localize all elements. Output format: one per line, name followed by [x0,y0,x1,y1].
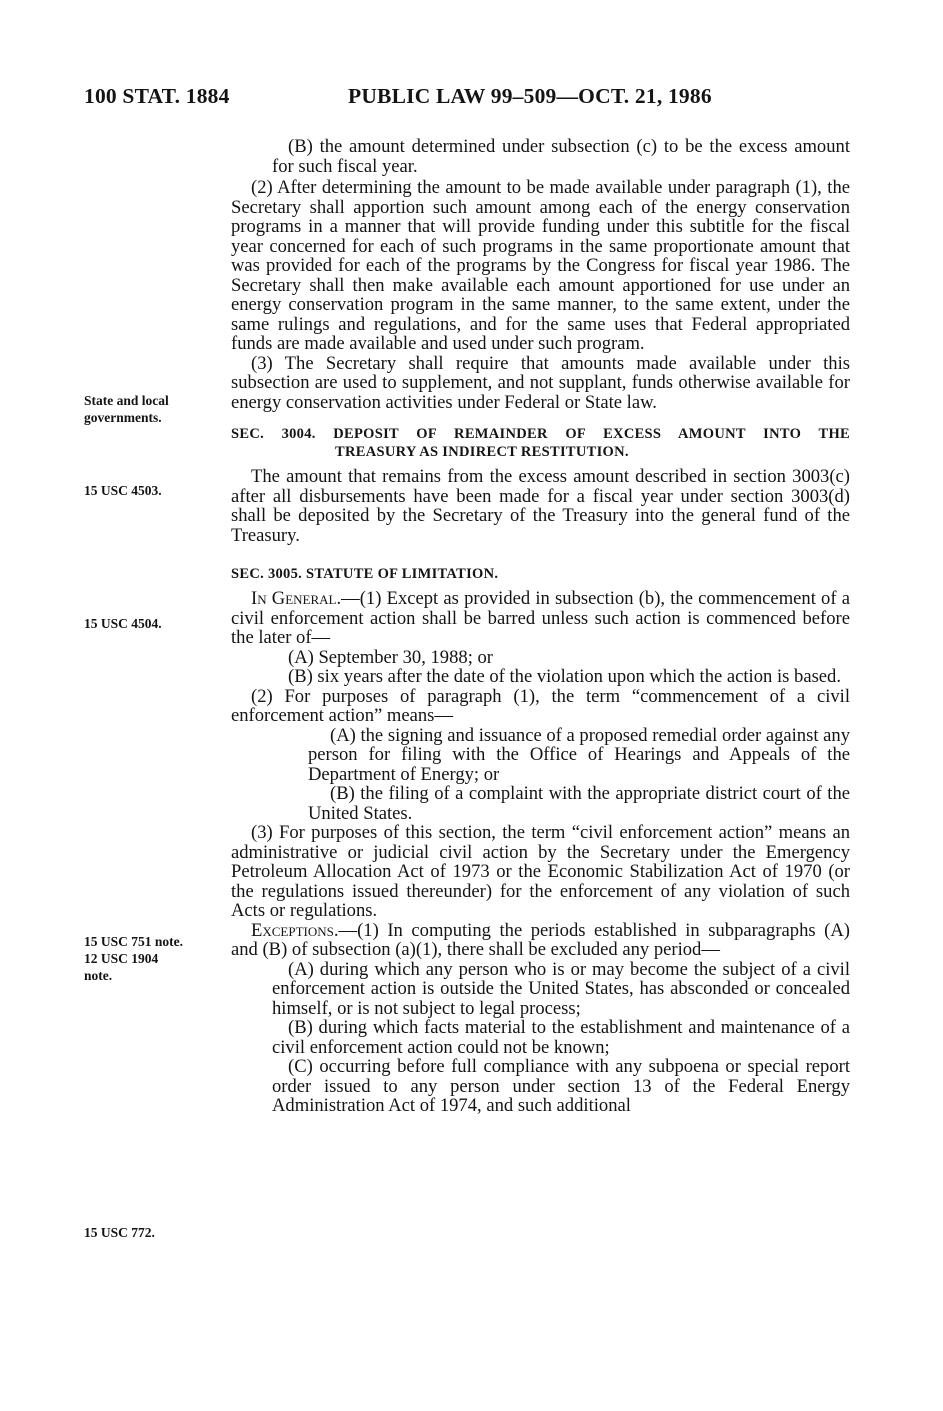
section-3004-heading-line1: SEC. 3004. DEPOSIT OF REMAINDER OF EXCESS AMOUNT INTO THE [231,426,850,442]
subsection-a [231,589,850,648]
section-3004-text: The amount that remains from the excess amount described in section 3003(c) after all disbursements have been made for a fiscal year under section 3003(d) shall be deposited by the Secretary of the Treasury into the general fund of the Treasury. [231,466,850,546]
subsection-b-A: (A) during which any person who is or may become the subject of a civil enforcement action is outside the United States, has absconded or concealed himself, or is not subject to legal process; [272,958,850,1019]
paragraph-2: (2) After determining the amount to be made available under paragraph (1), the Secretary shall apportion such amount among each of the energy conservation programs in a manner that will provide funding under this subtitle for the fiscal year concerned for each of such programs in the same proportionate amount that was provided for each of the programs by the Congress for fiscal year 1986. The Secretary shall then make available each amount apportioned for use under an energy conservation program in the same manner, to the same extent, under the same rulings and regulations, and for the same uses that Federal appropriated funds are made available and used under such program. [231,177,850,354]
subsection-b-text: .—(1) In computing the periods established in subparagraphs (A) and (B) of subsection (a)(1), there shall be excluded any period— [231,919,850,960]
margin-note-usc-1904: 12 USC 1904 note. [84,951,159,983]
subsection-a-3: (3) For purposes of this section, the term “civil enforcement action” means an administrative or judicial civil action by the Secretary under the Emergency Petroleum Allocation Act of 1973 or the Economic Stabilization Act of 1970 (or the regulations issued thereunder) for the enforcement of any violation of such Acts or regulations. [231,822,850,921]
section-3005-heading: SEC. 3005. STATUTE OF LIMITATION. [231,566,499,582]
subsection-a-B: (B) six years after the date of the violation upon which the action is based. [288,666,842,687]
subsection-b-label: Exceptions [251,919,334,941]
subsection-a-A: (A) September 30, 1988; or [288,646,494,668]
subsection-a-label: In General [251,588,337,609]
paragraph-1B: (B) the amount determined under subsection (c) to be the excess amount for such fiscal year. [272,136,850,177]
margin-note-usc-751: 15 USC 751 note. [84,934,184,949]
page-header [0,84,943,114]
margin-note-usc-4504: 15 USC 4504. [84,616,162,631]
law-title: PUBLIC LAW 99–509—OCT. 21, 1986 [348,84,712,108]
subsection-a-2-A: (A) the signing and issuance of a proposed remedial order against any person for filing with the Office of Hearings and Appeals of the Department of Energy; or [308,724,850,785]
section-3004-heading-line2: TREASURY AS INDIRECT RESTITUTION. [335,444,629,460]
subsection-b-C: (C) occurring before full compliance with any subpoena or special report order issued to any person under section 13 of the Federal Energy Administration Act of 1974, and such additional [272,1056,850,1116]
subsection-b [231,921,850,960]
subsection-b-B: (B) during which facts material to the establishment and maintenance of a civil enforcement action could not be known; [272,1017,850,1058]
margin-note-state-local: State and local governments. [84,393,169,425]
margin-note-usc-772: 15 USC 772. [84,1225,155,1240]
margin-note-usc-4503: 15 USC 4503. [84,483,162,498]
stat-page-number: 100 STAT. 1884 [84,84,230,108]
subsection-a-text: .—(1) Except as provided in subsection (b), the commencement of a civil enforcement action shall be barred unless such action is commenced before the later of— [231,588,850,648]
subsection-a-2: (2) For purposes of paragraph (1), the term “commencement of a civil enforcement action” means— [231,685,850,726]
main-body-text [231,137,850,1116]
paragraph-3: (3) The Secretary shall require that amounts made available under this subsection are used to supplement, and not supplant, funds otherwise available for energy conservation activities under Federal or State law. [231,352,850,413]
subsection-a-2-B: (B) the filing of a complaint with the appropriate district court of the United States. [308,783,850,824]
section-3004-heading [231,425,850,461]
